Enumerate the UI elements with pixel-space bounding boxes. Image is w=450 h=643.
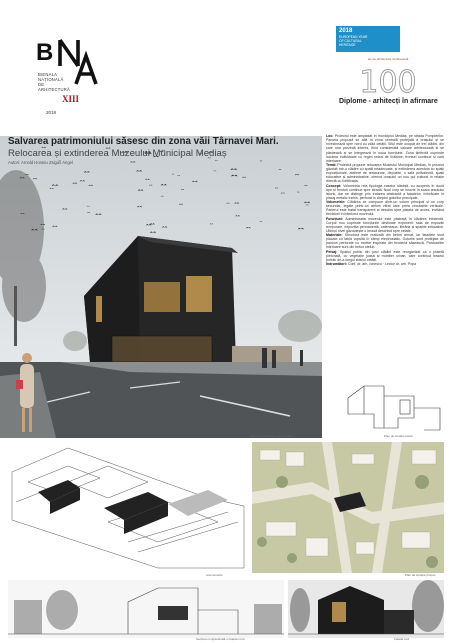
elevation-south bbox=[288, 580, 444, 638]
edition-number: XIII bbox=[62, 94, 80, 104]
site-caption: Plan de situație propus bbox=[405, 573, 436, 577]
bna-meta: BIENALA NAȚIONALĂ DE ARHITECTURĂ bbox=[38, 72, 70, 92]
paragraph: Temă: Proiectul propune relocarea Muzeului Municipal Mediaș, în prezent găzduit într-o clădire cu spații neadecvate, și extinderea acestuia cu spații expoziționale, ateliere de restaurare, depozite, o sală polivalentă, spații educative și administrative, oferind orașului un nou pol cultural în relație directă cu fortificația. bbox=[326, 162, 444, 184]
centenar-logo: 100 ani de arhitectură românească bbox=[364, 52, 412, 98]
eu-heritage-badge: 2018 EUROPEAN YEAR OF CULTURAL HERITAGE bbox=[336, 26, 400, 52]
paragraph: Peisaj: Spațiul public din jurul clădirii este reorganizat ca o piațetă pietonală, cu vegetație joasă și mobilier urban, care continuă traseul turistic de-a lungul zidului cetății. bbox=[326, 249, 444, 262]
poster-title: Salvarea patrimoniului săsesc din zona văii Târnavei Mari. bbox=[8, 136, 279, 147]
paragraph: Materiale: Structura este realizată din beton armat, iar fațadele sunt placate cu tablă vopsită în câmp electrostatic. Golurile sunt protejate de panouri perforate cu motive inspirate din broderia săsească. Pardoselile interioare sunt din beton șlefuit. bbox=[326, 233, 444, 250]
floor-plan bbox=[344, 378, 444, 436]
elev1-caption: Secțiune longitudinală și fațada nord bbox=[196, 637, 245, 641]
section-elevation-north bbox=[8, 580, 284, 638]
edition-year: 2018 bbox=[46, 110, 57, 115]
paragraph: Concept: Volumetria reia tipologia caselor săsești, cu acoperiș în două ape și fronturi continue spre stradă. Noul corp se înscrie în scara țesutului istoric, dar se distinge prin tratarea abstractă a fațadelor, îmbrăcate în placaj metalic închis, perforat în dreptul golurilor principale. bbox=[326, 183, 444, 200]
plan-caption: Plan de situație parter bbox=[384, 434, 414, 438]
paragraph: Loc: Proiectul este amplasat în municipiul Mediaș, pe strada Pompierilor. Parcela propusă se află în zona centrală protejată a orașului și se învecinează spre nord cu zidul cetății. Situl este ocupat de trei clădiri, din care una prezintă interes, fiind considerată valoare arhitecturală și se păstrează și se integrează în noua funcțiune. Zona limitrofă cuprinde locuințe individuale cu regim redus de înălțime, fronturi continue și curți interioare. bbox=[326, 134, 444, 163]
site-plan bbox=[252, 442, 444, 573]
paragraph: Funcțiuni: Administrația muzeului este păstrată în clădirea existentă. Corpul nou cuprinde funcțiunile destinate expunerii: sala de expoziții temporare, expoziția permanentă, cafeneaua, librăria și spațiile educative. Ultimul nivel găzduiește o terasă deschisă spre cetate. bbox=[326, 216, 444, 233]
paragraph: Volumetrie: Clădirea se compune dintr-un volum principal și un corp secundar, legate printr-un atrium vitrat care preia circulațiile verticale. Parterul este tratat transparent și deschis spre piațeta de acces, invitând trecătorii în interiorul muzeului. bbox=[326, 200, 444, 217]
axonometric-drawing bbox=[8, 442, 248, 572]
poster-authors: Autori: Arnold Horatiu Zsigas Angel bbox=[8, 160, 73, 165]
render-caption: Perspectivă dinspre strada Unirii bbox=[250, 434, 294, 438]
diploma-label: Diplome - arhitecți în afirmare bbox=[339, 98, 438, 105]
axo-caption: Axonometrie bbox=[206, 573, 223, 577]
svg-text:B: B bbox=[36, 39, 54, 66]
svg-text:100: 100 bbox=[359, 65, 417, 100]
poster-subtitle: Relocarea și extinderea Muzeului Municipal Mediaș bbox=[8, 148, 227, 159]
project-description bbox=[326, 134, 444, 377]
exterior-render bbox=[0, 136, 322, 438]
paragraph: Îndrumători: Conf. dr. arh. Ionescu · Lector dr. arh. Popa bbox=[326, 261, 417, 266]
elev2-caption: Fațada sud bbox=[394, 637, 410, 641]
